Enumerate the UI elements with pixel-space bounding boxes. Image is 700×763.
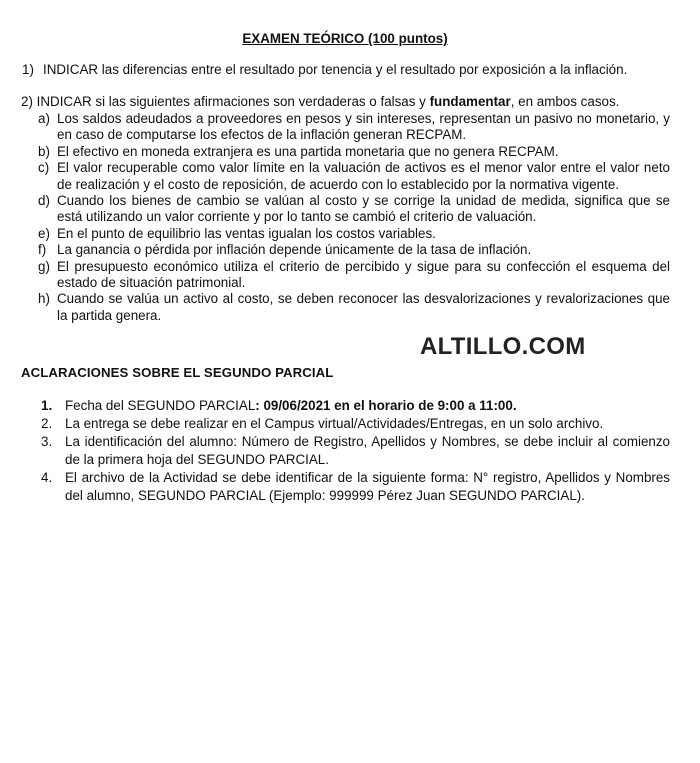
question-2-suffix: , en ambos casos. [510,94,620,109]
question-2-prefix: 2) INDICAR si las siguientes afirmaciones son verdaderas o falsas y [21,94,430,109]
statement-item [38,144,670,160]
aclaracion-date: : 09/06/2021 en el horario de 9:00 a 11:00. [255,398,517,413]
watermark-logo: ALTILLO.COM [420,333,586,360]
statement-marker: a) [38,111,50,126]
aclaracion-marker: 2. [41,416,53,431]
statement-item [38,291,670,324]
statement-text: El presupuesto económico utiliza el criterio de percibido y sigue para su confección el esquema del estado de situación patrimonial. [57,258,670,291]
aclaracion-item [40,469,670,505]
aclaraciones-list [40,397,670,505]
exam-title: EXAMEN TEÓRICO (100 puntos) [242,31,448,46]
statement-marker: c) [38,160,50,176]
statement-item [38,259,670,292]
statement-item [38,193,670,226]
aclaracion-item [40,415,670,433]
statement-item [38,111,670,144]
statement-marker: d) [38,193,50,209]
aclaraciones-heading: ACLARACIONES SOBRE EL SEGUNDO PARCIAL [21,365,334,380]
question-1-text: INDICAR las diferencias entre el resultado por tenencia y el resultado por exposición a la inflación. [43,62,628,77]
statement-text: Los saldos adeudados a proveedores en pesos y sin intereses, representan un pasivo no monetario, y en caso de computarse los efectos de la inflación generan RECPAM. [57,111,670,143]
statement-text: La ganancia o pérdida por inflación depende únicamente de la tasa de inflación. [57,242,532,258]
statement-marker: b) [38,143,50,159]
question-2 [21,94,671,110]
question-1 [22,62,682,78]
aclaracion-text: El archivo de la Actividad se debe identificar de la siguiente forma: N° registro, Apellidos y Nombres del alumno, SEGUNDO PARCIAL (Ejemplo: 999999 Pérez Juan SEGUNDO PARCIAL). [65,470,670,503]
aclaracion-text: La entrega se debe realizar en el Campus virtual/Actividades/Entregas, en un solo archivo. [65,416,604,431]
aclaracion-text: La identificación del alumno: Número de Registro, Apellidos y Nombres, se debe incluir al comienzo de la primera hoja del SEGUNDO PARCIAL. [65,434,670,467]
statement-text: Cuando se valúa un activo al costo, se deben reconocer las desvalorizaciones y revalorizaciones que la partida genera. [57,291,670,323]
aclaracion-marker: 3. [41,434,53,449]
statement-marker: g) [38,258,50,274]
aclaracion-marker: 4. [41,470,53,485]
statement-text: El valor recuperable como valor límite en la valuación de activos es el menor valor entre el valor neto de realización y el costo de reposición, de acuerdo con lo establecido por la normativa vigente. [57,160,670,192]
question-1-number: 1) [22,62,34,77]
statements-list [38,111,670,324]
statement-item [38,226,670,242]
statement-marker: e) [38,225,50,241]
aclaracion-item [40,397,670,415]
question-2-bold: fundamentar [429,94,511,109]
aclaracion-marker: 1. [41,398,53,413]
statement-marker: h) [38,291,50,307]
statement-item [38,242,670,258]
aclaracion-text: Fecha del SEGUNDO PARCIAL [65,398,256,413]
statement-text: Cuando los bienes de cambio se valúan al costo y se corrige la unidad de medida, significa que se está utilizando un valor corriente y por lo tanto se cambió el criterio de valuación. [57,193,670,225]
statement-text: En el punto de equilibrio las ventas igualan los costos variables. [57,225,436,241]
aclaracion-item [40,433,670,469]
statement-marker: f) [38,242,47,258]
statement-item [38,160,670,193]
statement-text: El efectivo en moneda extranjera es una partida monetaria que no genera RECPAM. [57,143,559,159]
